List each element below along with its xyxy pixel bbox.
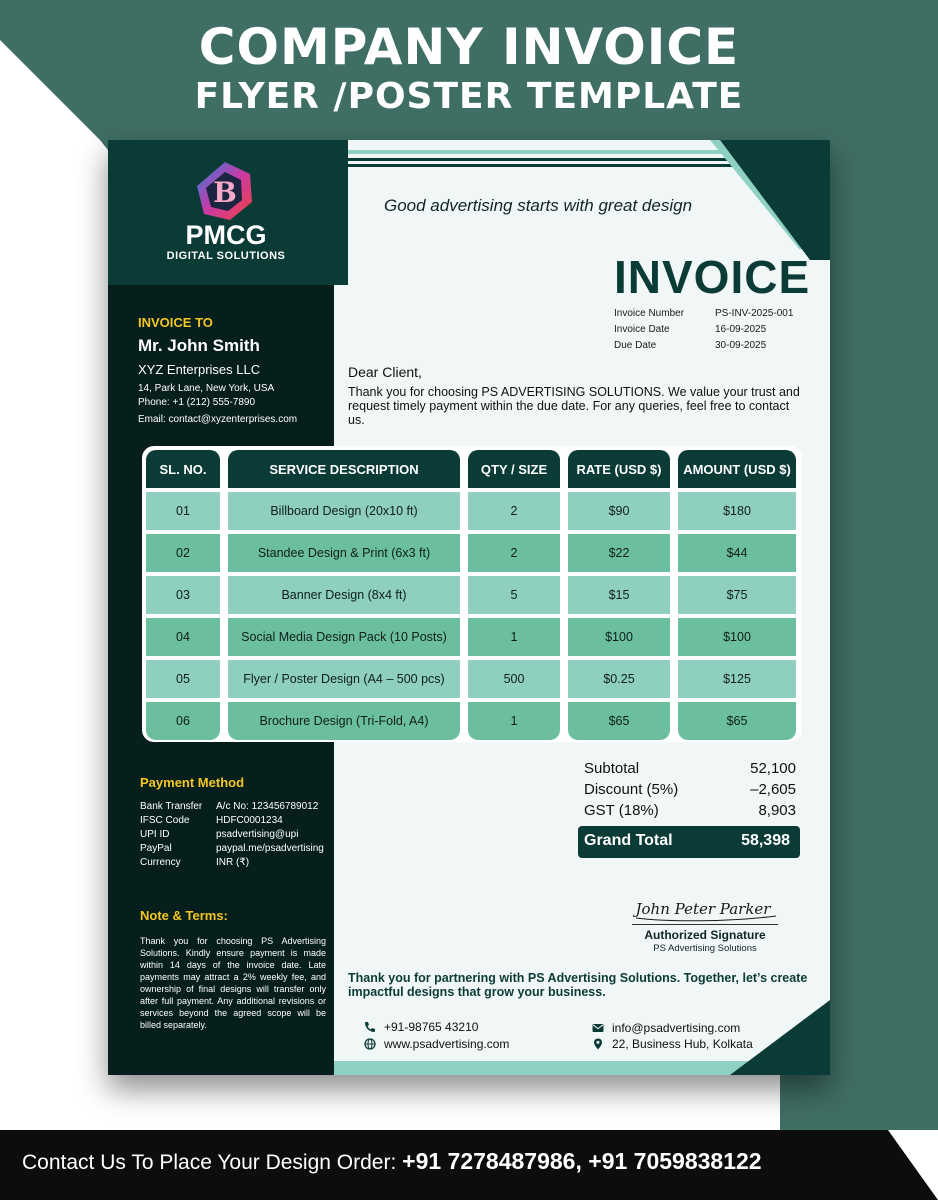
invoice-table [142,446,802,742]
brand-tagline: DIGITAL SOLUTIONS [166,250,286,262]
cell-qty: 5 [468,576,560,614]
cell-service: Banner Design (8x4 ft) [228,576,460,614]
client-email: Email: contact@xyzenterprises.com [138,414,298,425]
cell-sl-no: 02 [146,534,220,572]
globe-icon [364,1038,376,1050]
subtotal-row: Subtotal 52,100 [584,760,796,777]
location-icon [592,1038,604,1050]
cell-amount: $125 [678,660,796,698]
cell-qty: 2 [468,492,560,530]
footer-contact-text: Contact Us To Place Your Design Order: +91 7278487986, +91 7059838122 [22,1148,762,1174]
cell-sl-no: 05 [146,660,220,698]
client-company: XYZ Enterprises LLC [138,362,261,377]
payment-method-label: Payment Method [140,775,245,790]
cell-amount: $75 [678,576,796,614]
cell-sl-no: 03 [146,576,220,614]
cell-rate: $100 [568,618,670,656]
signature-image [628,888,778,924]
cell-rate: $90 [568,492,670,530]
cell-service: Billboard Design (20x10 ft) [228,492,460,530]
contact-phone: +91-98765 43210 [364,1020,478,1034]
cell-amount: $180 [678,492,796,530]
cell-qty: 1 [468,702,560,740]
corner-accent-top-right [720,140,830,260]
header-rate: RATE (USD $) [568,450,670,488]
signature-line [632,924,778,925]
bottom-accent-band [334,1061,754,1075]
cell-sl-no: 06 [146,702,220,740]
mail-icon [592,1022,604,1034]
phone-icon [364,1021,376,1033]
terms-text: Thank you for choosing PS Advertising Solutions. Kindly ensure payment is made within 14 days of the invoice date. Late payments may attract a 2% weekly fee, and ownership of final designs will transfer only after full payment. Any additional revisions or services beyond the agreed scope will be billed separately. [140,936,326,1030]
brand-name: PMCG [185,220,267,250]
flyer-tagline: Good advertising starts with great design [383,196,693,215]
signature-company: PS Advertising Solutions [653,943,757,954]
closing-message: Thank you for partnering with PS Advertising Solutions. Together, let’s create impactful designs that grow your business. [348,971,808,999]
client-address: 14, Park Lane, New York, USA [138,383,275,394]
logo-block [108,140,348,285]
client-name: Mr. John Smith [138,336,260,355]
contact-address: 22, Business Hub, Kolkata [592,1037,753,1051]
cell-amount: $65 [678,702,796,740]
cell-rate: $65 [568,702,670,740]
greeting: Dear Client, [348,364,422,380]
cell-amount: $44 [678,534,796,572]
cell-service: Standee Design & Print (6x3 ft) [228,534,460,572]
grand-total: Grand Total 58,398 [578,826,800,858]
discount-row: Discount (5%) –2,605 [584,781,796,798]
cell-service: Social Media Design Pack (10 Posts) [228,618,460,656]
svg-text:B: B [213,176,237,209]
client-phone: Phone: +1 (212) 555-7890 [138,397,256,408]
intro-text: Thank you for choosing PS ADVERTISING SOLUTIONS. We value your trust and request timely payment within the due date. For any queries, feel free to contact us. [348,385,800,427]
invoice-to-label: INVOICE TO [138,315,213,330]
cell-qty: 500 [468,660,560,698]
cell-service: Brochure Design (Tri-Fold, A4) [228,702,460,740]
invoice-flyer: B PMCG DIGITAL SOLUTIONS Good advertising starts with great design INVOICE Invoice Number PS-INV-2025-001 Invoice Date 16-09-2025 Due Date 30-09-2025 INVOICE TO Mr. John Smith XYZ Enterprises LLC 14, Park Lane, New York, USA Phone: +1 (212) 555-7890 Email: contact@xyzenterprises.com Dear Client, Thank you for choosing PS ADVERTISING SOLUTIONS. We value your trust and request timely payment within the due date. For any queries, feel free to contact us. SL. NO. SERVICE DESCRIPTION QTY / SIZE RATE (USD $) AMOUNT (USD $) 01 Billboard Design (20x10 ft) 2 $90 $180 02 Standee Design & Print (6x3 ft) 2 $22 $44 03 Banner Design (8x4 ft) 5 $15 $75 04 Social Media Design Pack (10 Posts) 1 $100 $100 05 Flyer / Poster Design (A4 – 500 pcs) 500 $0.25 $125 06 Brochure Design (Tri-Fold, A4) 1 $65 $65 Subtotal 52,100 Discount (5%) –2,605 GST (18%) 8,903 Grand Total 58,398 Payment Method Bank Transfer A/c No: 123456789012 IFSC Code HDFC0001234 UPI ID psadvertising@upi PayPal paypal.me/psadvertising Currency INR (₹) Note & Terms: Thank you for choosing PS Advertising Solutions. Kindly ensure payment is made within 14 days of the invoice date. Late payments may attract a 2% weekly fee, and ownership of final designs will transfer only after full payment. Any additional revisions or services beyond the agreed scope will be billed separately. John Peter Parker Authorized Signature PS Advertising Solutions Thank you for partnering with PS Advertising Solutions. Together, let’s create impactful designs that grow your business. +91-98765 43210 www.psadvertising.com info@psadvertising.com 22, Business Hub, Kolkata [108,140,830,1075]
gst-row: GST (18%) 8,903 [584,802,796,819]
cell-qty: 1 [468,618,560,656]
cell-rate: $22 [568,534,670,572]
header-qty: QTY / SIZE [468,450,560,488]
headline-title: COMPANY INVOICE [198,18,740,76]
terms-label: Note & Terms: [140,908,228,923]
cell-qty: 2 [468,534,560,572]
cell-rate: $15 [568,576,670,614]
contact-email: info@psadvertising.com [592,1021,740,1035]
cell-amount: $100 [678,618,796,656]
svg-text:John Peter Parker: John Peter Parker [635,900,771,918]
cell-rate: $0.25 [568,660,670,698]
header-service: SERVICE DESCRIPTION [228,450,460,488]
cell-service: Flyer / Poster Design (A4 – 500 pcs) [228,660,460,698]
headline-subtitle: FLYER /POSTER TEMPLATE [194,76,744,117]
contact-website: www.psadvertising.com [364,1037,509,1051]
cell-sl-no: 04 [146,618,220,656]
invoice-title: INVOICE [614,251,811,303]
signature-label: Authorized Signature [644,928,766,942]
cell-sl-no: 01 [146,492,220,530]
header-amount: AMOUNT (USD $) [678,450,796,488]
header-sl-no: SL. NO. [146,450,220,488]
logo-icon [194,160,256,222]
